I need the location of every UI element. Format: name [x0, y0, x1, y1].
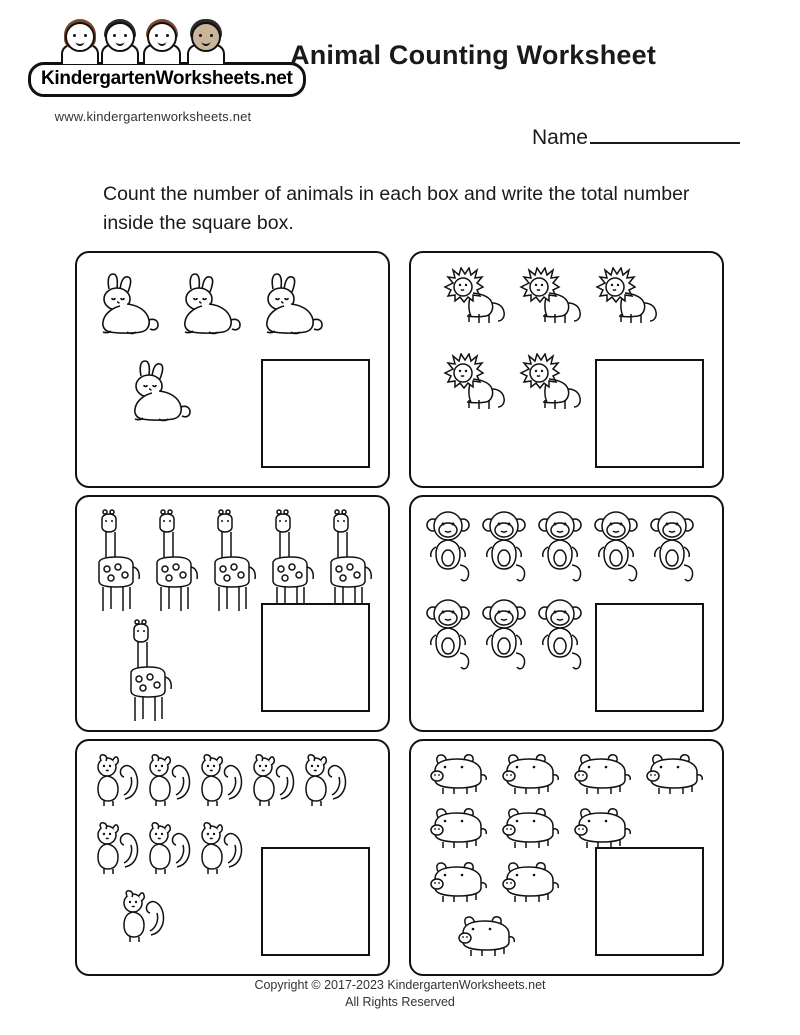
hippo-icon [421, 749, 493, 795]
giraffe-icon [117, 615, 177, 727]
site-url[interactable]: www.kindergartenworksheets.net [54, 109, 252, 124]
name-field-row [532, 126, 740, 150]
question-box-1 [75, 251, 390, 488]
hippo-icon [421, 803, 493, 849]
monkey-icon [647, 509, 703, 593]
hippo-icon [421, 857, 493, 903]
answer-box-2[interactable] [595, 359, 704, 468]
question-box-5 [75, 739, 390, 976]
lion-icon [509, 267, 585, 329]
hippo-icon [565, 749, 637, 795]
question-box-4 [409, 495, 724, 732]
rabbit-icon [119, 358, 197, 424]
name-label: Name [531, 126, 588, 149]
squirrel-icon [195, 751, 247, 813]
logo-kid-2 [98, 22, 142, 64]
answer-box-4[interactable] [595, 603, 704, 712]
hippo-icon [637, 749, 709, 795]
monkey-icon [535, 509, 591, 593]
worksheet-grid [75, 251, 725, 983]
giraffe-icon [259, 505, 319, 617]
logo-kids-illustration [58, 22, 248, 64]
monkey-icon [535, 597, 591, 681]
monkey-icon [479, 509, 535, 593]
squirrel-icon [143, 751, 195, 813]
giraffe-icon [201, 505, 261, 617]
giraffe-icon [143, 505, 203, 617]
worksheet-row [75, 251, 725, 488]
monkey-icon [423, 597, 479, 681]
answer-box-3[interactable] [261, 603, 370, 712]
hippo-icon [493, 803, 565, 849]
monkey-icon [423, 509, 479, 593]
lion-icon [585, 267, 661, 329]
answer-box-6[interactable] [595, 847, 704, 956]
squirrel-icon [91, 819, 143, 881]
giraffe-icon [85, 505, 145, 617]
answer-box-1[interactable] [261, 359, 370, 468]
rabbit-icon [87, 271, 165, 337]
copyright-text: Copyright © 2017-2023 KindergartenWorksheets.net [254, 978, 546, 992]
page-footer [0, 977, 800, 1011]
lion-icon [433, 353, 509, 415]
logo-kid-4 [184, 22, 228, 64]
monkey-icon [591, 509, 647, 593]
page-header [0, 0, 800, 160]
squirrel-icon [143, 819, 195, 881]
question-box-3 [75, 495, 390, 732]
lion-icon [433, 267, 509, 329]
site-logo[interactable] [28, 22, 293, 124]
lion-icon [509, 353, 585, 415]
rabbit-icon [169, 271, 247, 337]
squirrel-icon [247, 751, 299, 813]
question-box-6 [409, 739, 724, 976]
squirrel-icon [117, 887, 169, 949]
squirrel-icon [299, 751, 351, 813]
rabbit-icon [251, 271, 329, 337]
name-input-line[interactable] [590, 142, 740, 144]
hippo-icon [565, 803, 637, 849]
answer-box-5[interactable] [261, 847, 370, 956]
logo-kid-3 [140, 22, 184, 64]
hippo-icon [493, 857, 565, 903]
logo-wordmark: KindergartenWorksheets.net [28, 62, 306, 97]
monkey-icon [479, 597, 535, 681]
question-box-2 [409, 251, 724, 488]
logo-kid-1 [58, 22, 102, 64]
hippo-icon [449, 911, 521, 957]
giraffe-icon [317, 505, 377, 617]
squirrel-icon [195, 819, 247, 881]
squirrel-icon [91, 751, 143, 813]
worksheet-row [75, 495, 725, 732]
rights-text: All Rights Reserved [345, 995, 455, 1009]
page-title: Animal Counting Worksheet [290, 40, 657, 70]
hippo-icon [493, 749, 565, 795]
instructions-text: Count the number of animals in each box and write the total number inside the square box. [103, 183, 690, 234]
worksheet-row [75, 739, 725, 976]
